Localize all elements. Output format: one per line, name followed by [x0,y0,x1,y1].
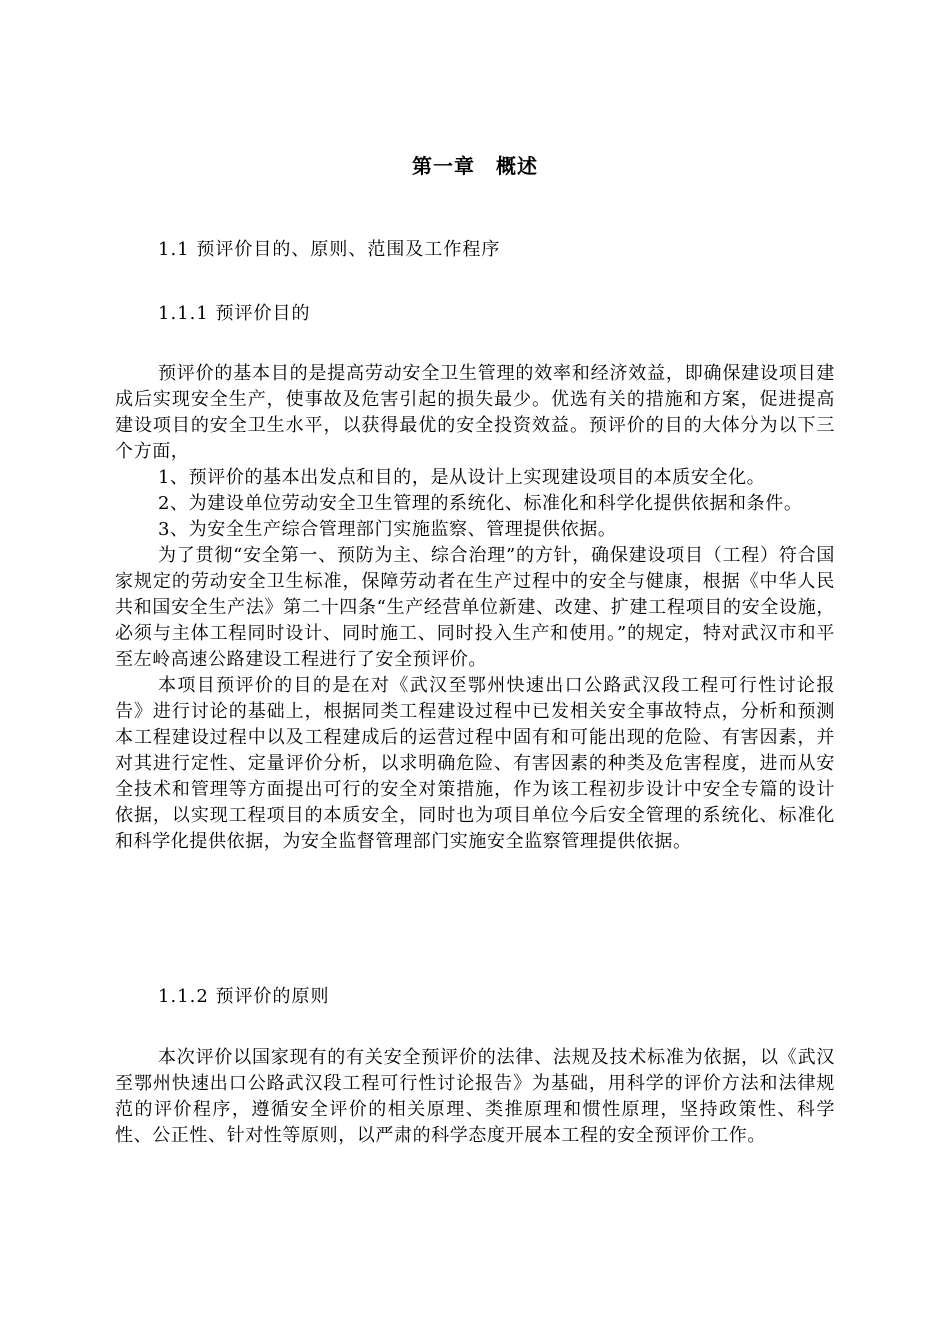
paragraph: 2、为建设单位劳动安全卫生管理的系统化、标准化和科学化提供依据和条件。 [158,493,803,514]
paragraph: 为了贯彻“安全第一、预防为主、综合治理”的方针，确保建设项目（工程）符合国家规定的劳动安全卫生标准，保障劳动者在生产过程中的安全与健康，根据《中华人民共和国安全生产法》第二十四条“生产经营单位新建、改建、扩建工程项目的安全设施，必须与主体工程同时设计、同时施工、同时投入生产和使用。”的规定，特对武汉市和平至左岭高速公路建设工程进行了安全预评价。 [115,545,835,670]
paragraph: 1、预评价的基本出发点和目的，是从设计上实现建设项目的本质安全化。 [158,467,766,488]
purpose-body [115,361,835,855]
paragraph: 本次评价以国家现有的有关安全预评价的法律、法规及技术标准为依据，以《武汉至鄂州快速出口公路武汉段工程可行性讨论报告》为基础，用科学的评价方法和法律规范的评价程序，遵循安全评价的相关原理、类推原理和惯性原理，坚持政策性、科学性、公正性、针对性等原则，以严肃的科学态度开展本工程的安全预评价工作。 [115,1047,835,1146]
section-heading-1-1: 1.1 预评价目的、原则、范围及工作程序 [158,239,501,260]
paragraph: 预评价的基本目的是提高劳动安全卫生管理的效率和经济效益，即确保建设项目建成后实现安全生产，使事故及危害引起的损失最少。优选有关的措施和方案，促进提高建设项目的安全卫生水平，以获得最优的安全投资效益。预评价的目的大体分为以下三个方面， [115,363,835,462]
section-heading-1-1-2: 1.1.2 预评价的原则 [158,986,330,1007]
chapter-title: 第一章 概述 [412,154,538,178]
paragraph: 3、为安全生产综合管理部门实施监察、管理提供依据。 [158,519,617,540]
principle-body [115,1045,835,1149]
section-heading-1-1-1: 1.1.1 预评价目的 [158,303,311,324]
paragraph: 本项目预评价的目的是在对《武汉至鄂州快速出口公路武汉段工程可行性讨论报告》进行讨论的基础上，根据同类工程建设过程中已发相关安全事故特点，分析和预测本工程建设过程中以及工程建成后的运营过程中固有和可能出现的危险、有害因素，并对其进行定性、定量评价分析，以求明确危险、有害因素的种类及危害程度，进而从安全技术和管理等方面提出可行的安全对策措施，作为该工程初步设计中安全专篇的设计依据，以实现工程项目的本质安全，同时也为项目单位今后安全管理的系统化、标准化和科学化提供依据，为安全监督管理部门实施安全监察管理提供依据。 [115,675,835,852]
